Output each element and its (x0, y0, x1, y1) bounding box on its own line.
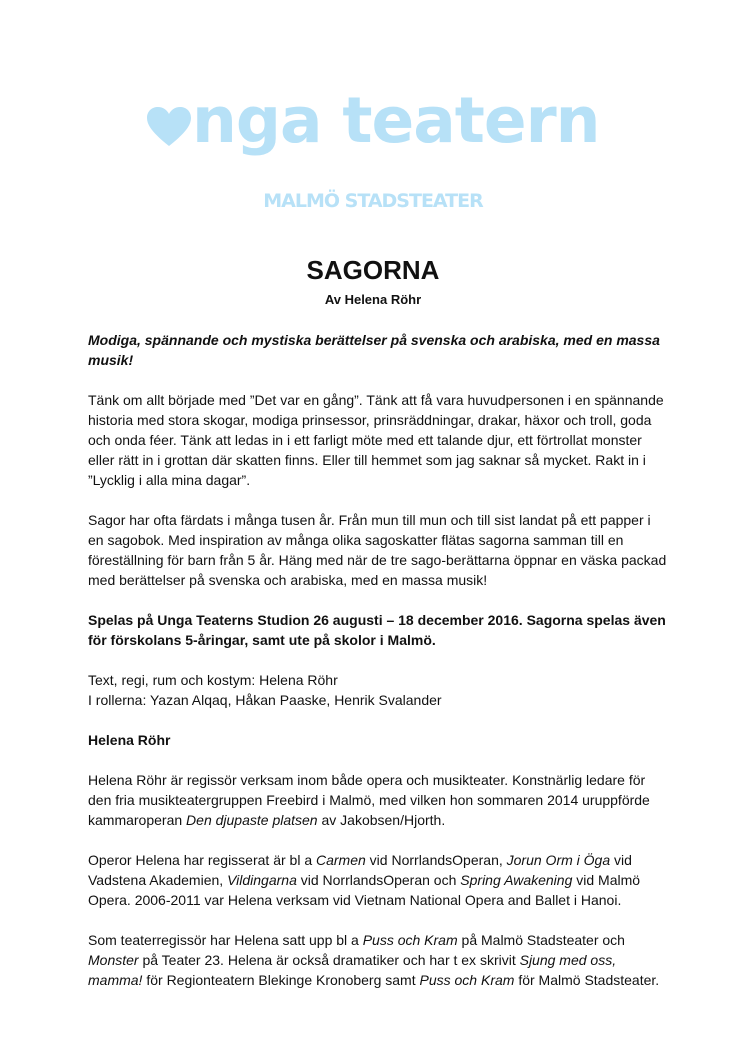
work-title: Monster (88, 952, 139, 968)
bio3-text: på Malmö Stadsteater och (457, 932, 625, 948)
bio2-text: Operor Helena har regisserat är bl a (88, 852, 316, 868)
lead-paragraph: Modiga, spännande och mystiska berättelser på svenska och arabiska, med en massa musik! (88, 332, 660, 368)
work-title: Jorun Orm i Öga (506, 852, 611, 868)
bio-paragraph-3 (88, 930, 668, 990)
performance-info: Spelas på Unga Teaterns Studion 26 augusti – 18 december 2016. Sagorna spelas även för förskolans 5-åringar, samt ute på skolor i Malmö. (88, 612, 666, 648)
malmo-stadsteater-logo: MALMÖ STADSTEATER (263, 190, 483, 212)
work-title: Vildingarna (227, 872, 297, 888)
credits (88, 670, 668, 710)
bio-paragraph-2 (88, 850, 668, 910)
heart-icon (146, 106, 192, 148)
bio-heading: Helena Röhr (88, 732, 171, 748)
credits-line-1: Text, regi, rum och kostym: Helena Röhr (88, 672, 338, 688)
page-title: SAGORNA (306, 255, 440, 285)
bio2-text: vid Malmö Opera. 2006-2011 var Helena verksam vid Vietnam National Opera and Ballet i Hanoi. (88, 872, 641, 908)
work-title: Puss och Kram (419, 972, 515, 988)
bio3-text: Som teaterregissör har Helena satt upp bl a (88, 932, 363, 948)
bio2-text: vid NorrlandsOperan, (365, 852, 507, 868)
byline: Av Helena Röhr (324, 292, 422, 307)
bio3-text: för Regionteatern Blekinge Kronoberg samt (142, 972, 420, 988)
work-title: Puss och Kram (362, 932, 458, 948)
paragraph-sagor: Sagor har ofta färdats i många tusen år. Från mun till mun och till sist landat på ett papper i en sagobok. Med inspiration av många olika sagoskatter flätas sagorna samman till en föreställning för barn från 5 år. Häng med när de tre sago-berättarna öppnar en väska packad med berättelser på svenska och arabiska, med en massa musik! (88, 512, 667, 588)
work-title: Den djupaste platsen (186, 812, 318, 828)
document-body (88, 330, 668, 1010)
work-title: Sjung med oss, mamma! (88, 952, 617, 988)
paragraph-intro: Tänk om allt började med ”Det var en gång”. Tänk att få vara huvudpersonen i en spännande historia med stora skogar, modiga prinsessor, prinsräddningar, drakar, häxor och troll, goda och onda féer. Tänk att ledas in i ett farligt möte med ett talande djur, ett förtrollat monster eller rätt in i grottan där skatten finns. Eller till hemmet som jag saknar så mycket. Rakt in i ”Lycklig i alla mina dagar”. (88, 392, 664, 488)
bio2-text: vid Vadstena Akademien, (88, 852, 632, 888)
logo-wordmark: nga teatern (192, 84, 600, 157)
bio3-text: på Teater 23. Helena är också dramatiker och har t ex skrivit (138, 952, 520, 968)
bio1-text: Helena Röhr är regissör verksam inom både opera och musikteater. Konstnärlig ledare för den fria musikteatergruppen Freebird i Malmö, med vilken hon sommaren 2014 uruppförde kammaroperan (88, 772, 650, 828)
bio3-text: för Malmö Stadsteater. (514, 972, 660, 988)
credits-line-2: I rollerna: Yazan Alqaq, Håkan Paaske, Henrik Svalander (88, 692, 442, 708)
work-title: Carmen (316, 852, 366, 868)
bio2-text: vid NorrlandsOperan och (296, 872, 461, 888)
bio-paragraph-1 (88, 770, 668, 830)
bio1-text: av Jakobsen/Hjorth. (317, 812, 446, 828)
work-title: Spring Awakening (460, 872, 573, 888)
